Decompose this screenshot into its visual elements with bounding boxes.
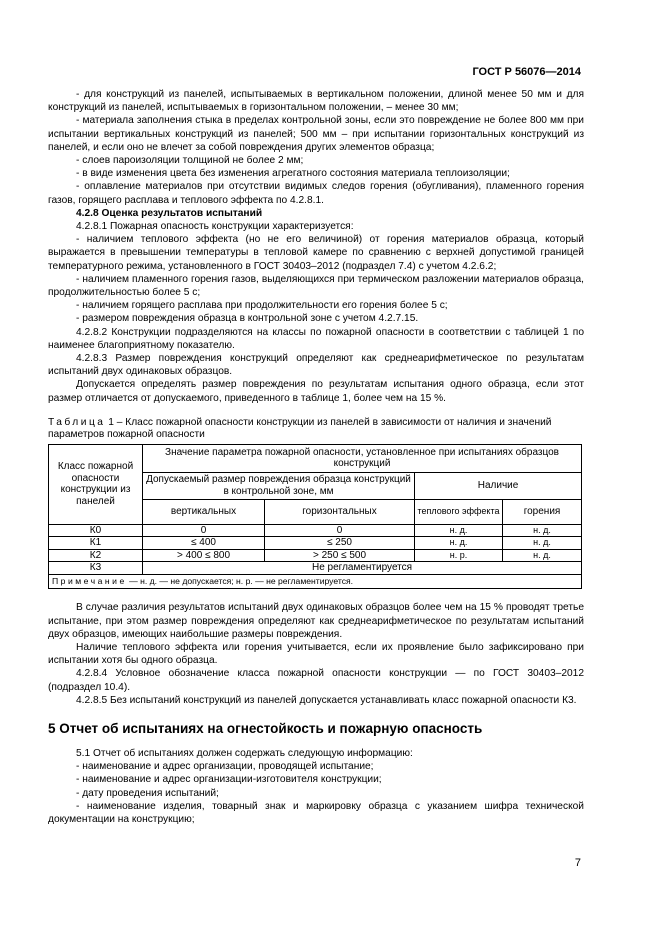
cell-burning: н. д. bbox=[503, 549, 582, 562]
table-note bbox=[49, 574, 582, 589]
clause-4-2-8-2: 4.2.8.2 Конструкции подразделяются на классы по пожарной опасности в соответствии с таблицей 1 по наименее благоприятному показателю. bbox=[48, 326, 584, 351]
list-item: - в виде изменения цвета без изменения агрегатного состояния материала теплоизоляции; bbox=[76, 168, 510, 180]
page-number: 7 bbox=[574, 857, 581, 869]
list-item: - оплавление материалов при отсутствии видимых следов горения (обугливания), пламенного горения газов, горящего расплава и теплового эффекта по 4.2.8.1. bbox=[48, 181, 584, 206]
header-params: Значение параметра пожарной опасности, установленное при испытаниях образцов конструкций bbox=[143, 444, 582, 472]
section-heading-4-2-8: 4.2.8 Оценка результатов испытаний bbox=[76, 207, 263, 219]
cell-vertical: > 400 ≤ 800 bbox=[143, 549, 265, 562]
cell-vertical: ≤ 400 bbox=[143, 537, 265, 550]
cell-thermal: н. д. bbox=[415, 524, 503, 537]
table-caption-word: Таблица bbox=[48, 416, 106, 428]
list-item: - материала заполнения стыка в пределах контрольной зоны, если это повреждение не более 800 мм при испытании вертикальных конструкций из панелей; 500 мм – при испытании горизонтальных конструкций из панелей, и если оно не влечет за собой повреждения других элементов образца; bbox=[48, 115, 584, 153]
table-caption-text: 1 – Класс пожарной опасности конструкции из панелей в зависимости от наличия и значений параметров пожарной опасности bbox=[48, 416, 552, 441]
page-body bbox=[48, 88, 584, 826]
clause-5-1: 5.1 Отчет об испытаниях должен содержать следующую информацию: bbox=[76, 748, 413, 759]
table-row bbox=[49, 562, 582, 575]
cell-not-regulated: Не регламентируется bbox=[143, 562, 582, 575]
cell-horizontal: > 250 ≤ 500 bbox=[265, 549, 415, 562]
paragraph: Допускается определять размер повреждения по результатам испытания одного образца, если этот размер отличается от допускаемого, приведенного в таблице 1, более чем на 15 %. bbox=[48, 379, 584, 404]
table-row bbox=[49, 549, 582, 562]
cell-class: К3 bbox=[49, 562, 143, 575]
cell-vertical: 0 bbox=[143, 524, 265, 537]
list-item: - дату проведения испытаний; bbox=[76, 787, 219, 799]
header-burning: горения bbox=[503, 499, 582, 524]
note-text: — н. д. — не допускается; н. р. — не регламентируется. bbox=[126, 575, 354, 586]
cell-class: К0 bbox=[49, 524, 143, 537]
list-item: - наименование изделия, товарный знак и маркировку образца с указанием шифра технической документации на конструкцию; bbox=[48, 800, 584, 826]
clause-4-2-8-1: 4.2.8.1 Пожарная опасность конструкции характеризуется: bbox=[76, 221, 354, 233]
cell-class: К1 bbox=[49, 537, 143, 550]
list-item: - наименование и адрес организации-изготовителя конструкции; bbox=[76, 774, 382, 786]
cell-thermal: н. р. bbox=[415, 549, 503, 562]
list-item: - размером повреждения образца в контрольной зоне с учетом 4.2.7.15. bbox=[76, 313, 419, 325]
table-row bbox=[49, 537, 582, 550]
table-caption bbox=[48, 417, 584, 442]
clause-4-2-8-4: 4.2.8.4 Условное обозначение класса пожарной опасности конструкции — по ГОСТ 30403–2012 (подраздел 10.4). bbox=[48, 668, 584, 693]
header-damage: Допускаемый размер повреждения образца конструкций в контрольной зоне, мм bbox=[143, 472, 415, 499]
cell-horizontal: 0 bbox=[265, 524, 415, 537]
table-row bbox=[49, 524, 582, 537]
header-presence: Наличие bbox=[415, 472, 582, 499]
list-item: - наличием теплового эффекта (но не его величиной) от горения материалов образца, который выражается в превышении температуры в тепловой камере по сравнению с верхней допустимой границей температурного режима, установленного в ГОСТ 30403–2012 (подраздел 7.4) с учетом 4.2.6.2; bbox=[48, 234, 584, 272]
note-word: Примечание bbox=[52, 575, 127, 586]
paragraph: В случае различия результатов испытаний двух одинаковых образцов более чем на 15 % проводят третье испытание, при этом размер повреждения определяют как среднеарифметическое по результатам испытаний двух образцов, имеющих наибольшие размеры повреждения. bbox=[48, 602, 584, 640]
paragraph: Наличие теплового эффекта или горения учитывается, если их проявление было зафиксировано при испытании хотя бы одного образца. bbox=[48, 641, 584, 667]
cell-burning: н. д. bbox=[503, 524, 582, 537]
list-item: - наличием пламенного горения газов, выделяющихся при термическом разложении материалов образца, продолжительностью более 5 с; bbox=[48, 273, 584, 299]
section-heading-5: 5 Отчет об испытаниях на огнестойкость и пожарную опасность bbox=[48, 721, 483, 736]
header-thermal-effect: теплового эффекта bbox=[415, 499, 503, 524]
cell-burning: н. д. bbox=[503, 537, 582, 550]
header-vertical: вертикальных bbox=[143, 499, 265, 524]
clause-4-2-8-3: 4.2.8.3 Размер повреждения конструкций определяют как среднеарифметическое по результатам испытаний двух одинаковых образцов. bbox=[48, 353, 584, 378]
list-item: - слоев пароизоляции толщиной не более 2 мм; bbox=[76, 155, 304, 167]
header-class: Класс пожарной опасности конструкции из панелей bbox=[49, 444, 143, 524]
fire-hazard-class-table bbox=[48, 444, 582, 590]
cell-horizontal: ≤ 250 bbox=[265, 537, 415, 550]
clause-4-2-8-5: 4.2.8.5 Без испытаний конструкций из панелей допускается устанавливать класс пожарной опасности К3. bbox=[76, 694, 577, 706]
list-item: - наименование и адрес организации, проводящей испытание; bbox=[76, 761, 374, 773]
cell-thermal: н. д. bbox=[415, 537, 503, 550]
header-horizontal: горизонтальных bbox=[265, 499, 415, 524]
list-item: - наличием горящего расплава при продолжительности его горения более 5 с; bbox=[76, 300, 448, 312]
list-item: - для конструкций из панелей, испытываемых в вертикальном положении, длиной менее 50 мм и для конструкций из панелей, испытываемых в горизонтальном положении, – менее 30 мм; bbox=[48, 89, 584, 114]
standard-designation: ГОСТ Р 56076—2014 bbox=[472, 66, 581, 78]
cell-class: К2 bbox=[49, 549, 143, 562]
